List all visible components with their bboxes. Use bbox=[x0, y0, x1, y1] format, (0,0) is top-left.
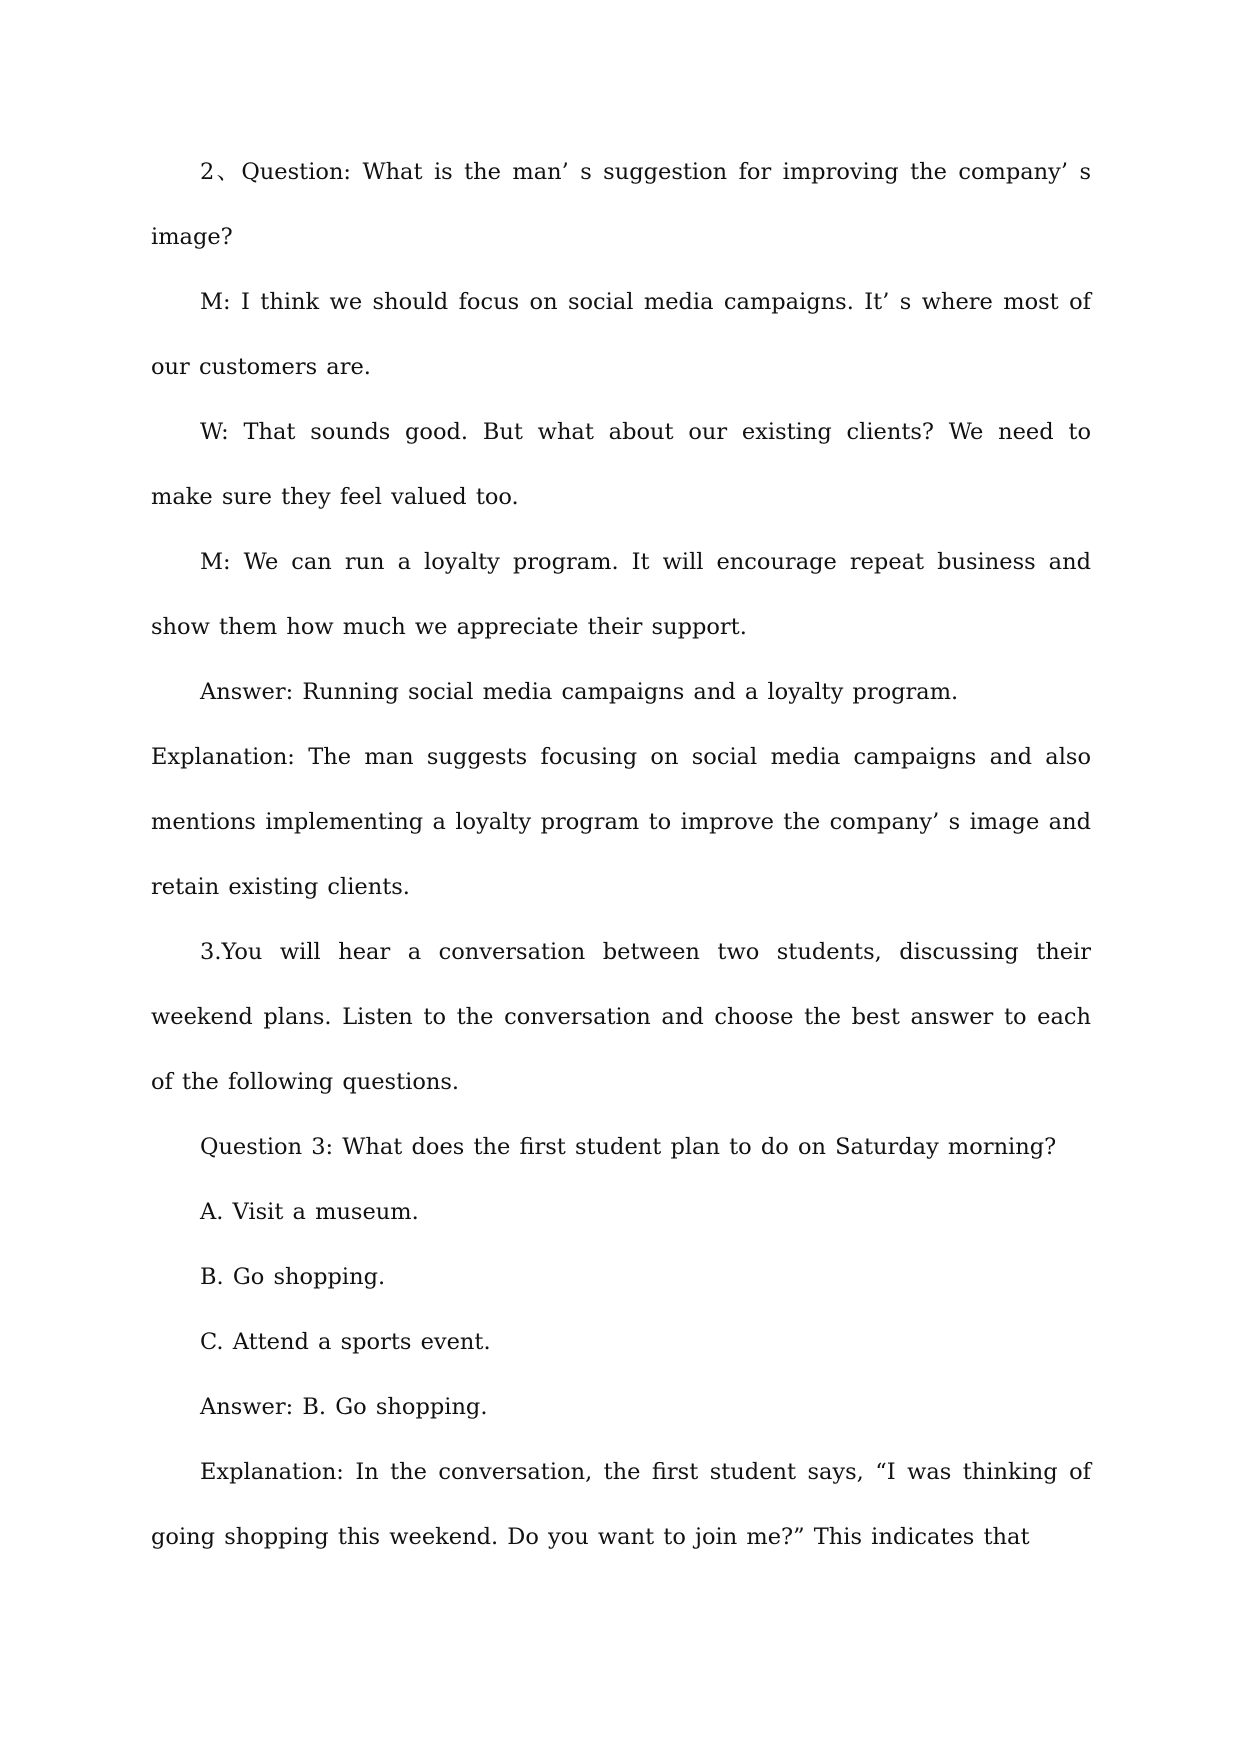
section-3-instructions: 3.You will hear a conversation between two students, discussing their weekend plans. Listen to the conversation and choose the best answer to each of the following questions. bbox=[151, 939, 1101, 1095]
option-b: B. Go shopping. bbox=[200, 1264, 386, 1290]
option-c: C. Attend a sports event. bbox=[200, 1329, 491, 1355]
question-2-answer: Answer: Running social media campaigns and a loyalty program. bbox=[200, 679, 959, 705]
question-3-prompt: Question 3: What does the first student plan to do on Saturday morning? bbox=[200, 1134, 1057, 1160]
question-2-prompt: 2、Question: What is the man’ s suggestion for improving the company’ s image? bbox=[151, 159, 1101, 250]
document-body bbox=[151, 140, 1101, 1570]
question-3-explanation: Explanation: In the conversation, the first student says, “I was thinking of going shopping this weekend. Do you want to join me?” This indicates that bbox=[151, 1459, 1101, 1550]
question-3-answer: Answer: B. Go shopping. bbox=[200, 1394, 488, 1420]
question-2-explanation: Explanation: The man suggests focusing on social media campaigns and also mentions implementing a loyalty program to improve the company’ s image and retain existing clients. bbox=[151, 744, 1101, 900]
dialogue-line-woman-1: W: That sounds good. But what about our existing clients? We need to make sure they feel valued too. bbox=[151, 419, 1101, 510]
option-a: A. Visit a museum. bbox=[200, 1199, 419, 1225]
dialogue-line-man-1: M: I think we should focus on social media campaigns. It’ s where most of our customers are. bbox=[151, 289, 1101, 380]
dialogue-line-man-2: M: We can run a loyalty program. It will encourage repeat business and show them how much we appreciate their support. bbox=[151, 549, 1101, 640]
